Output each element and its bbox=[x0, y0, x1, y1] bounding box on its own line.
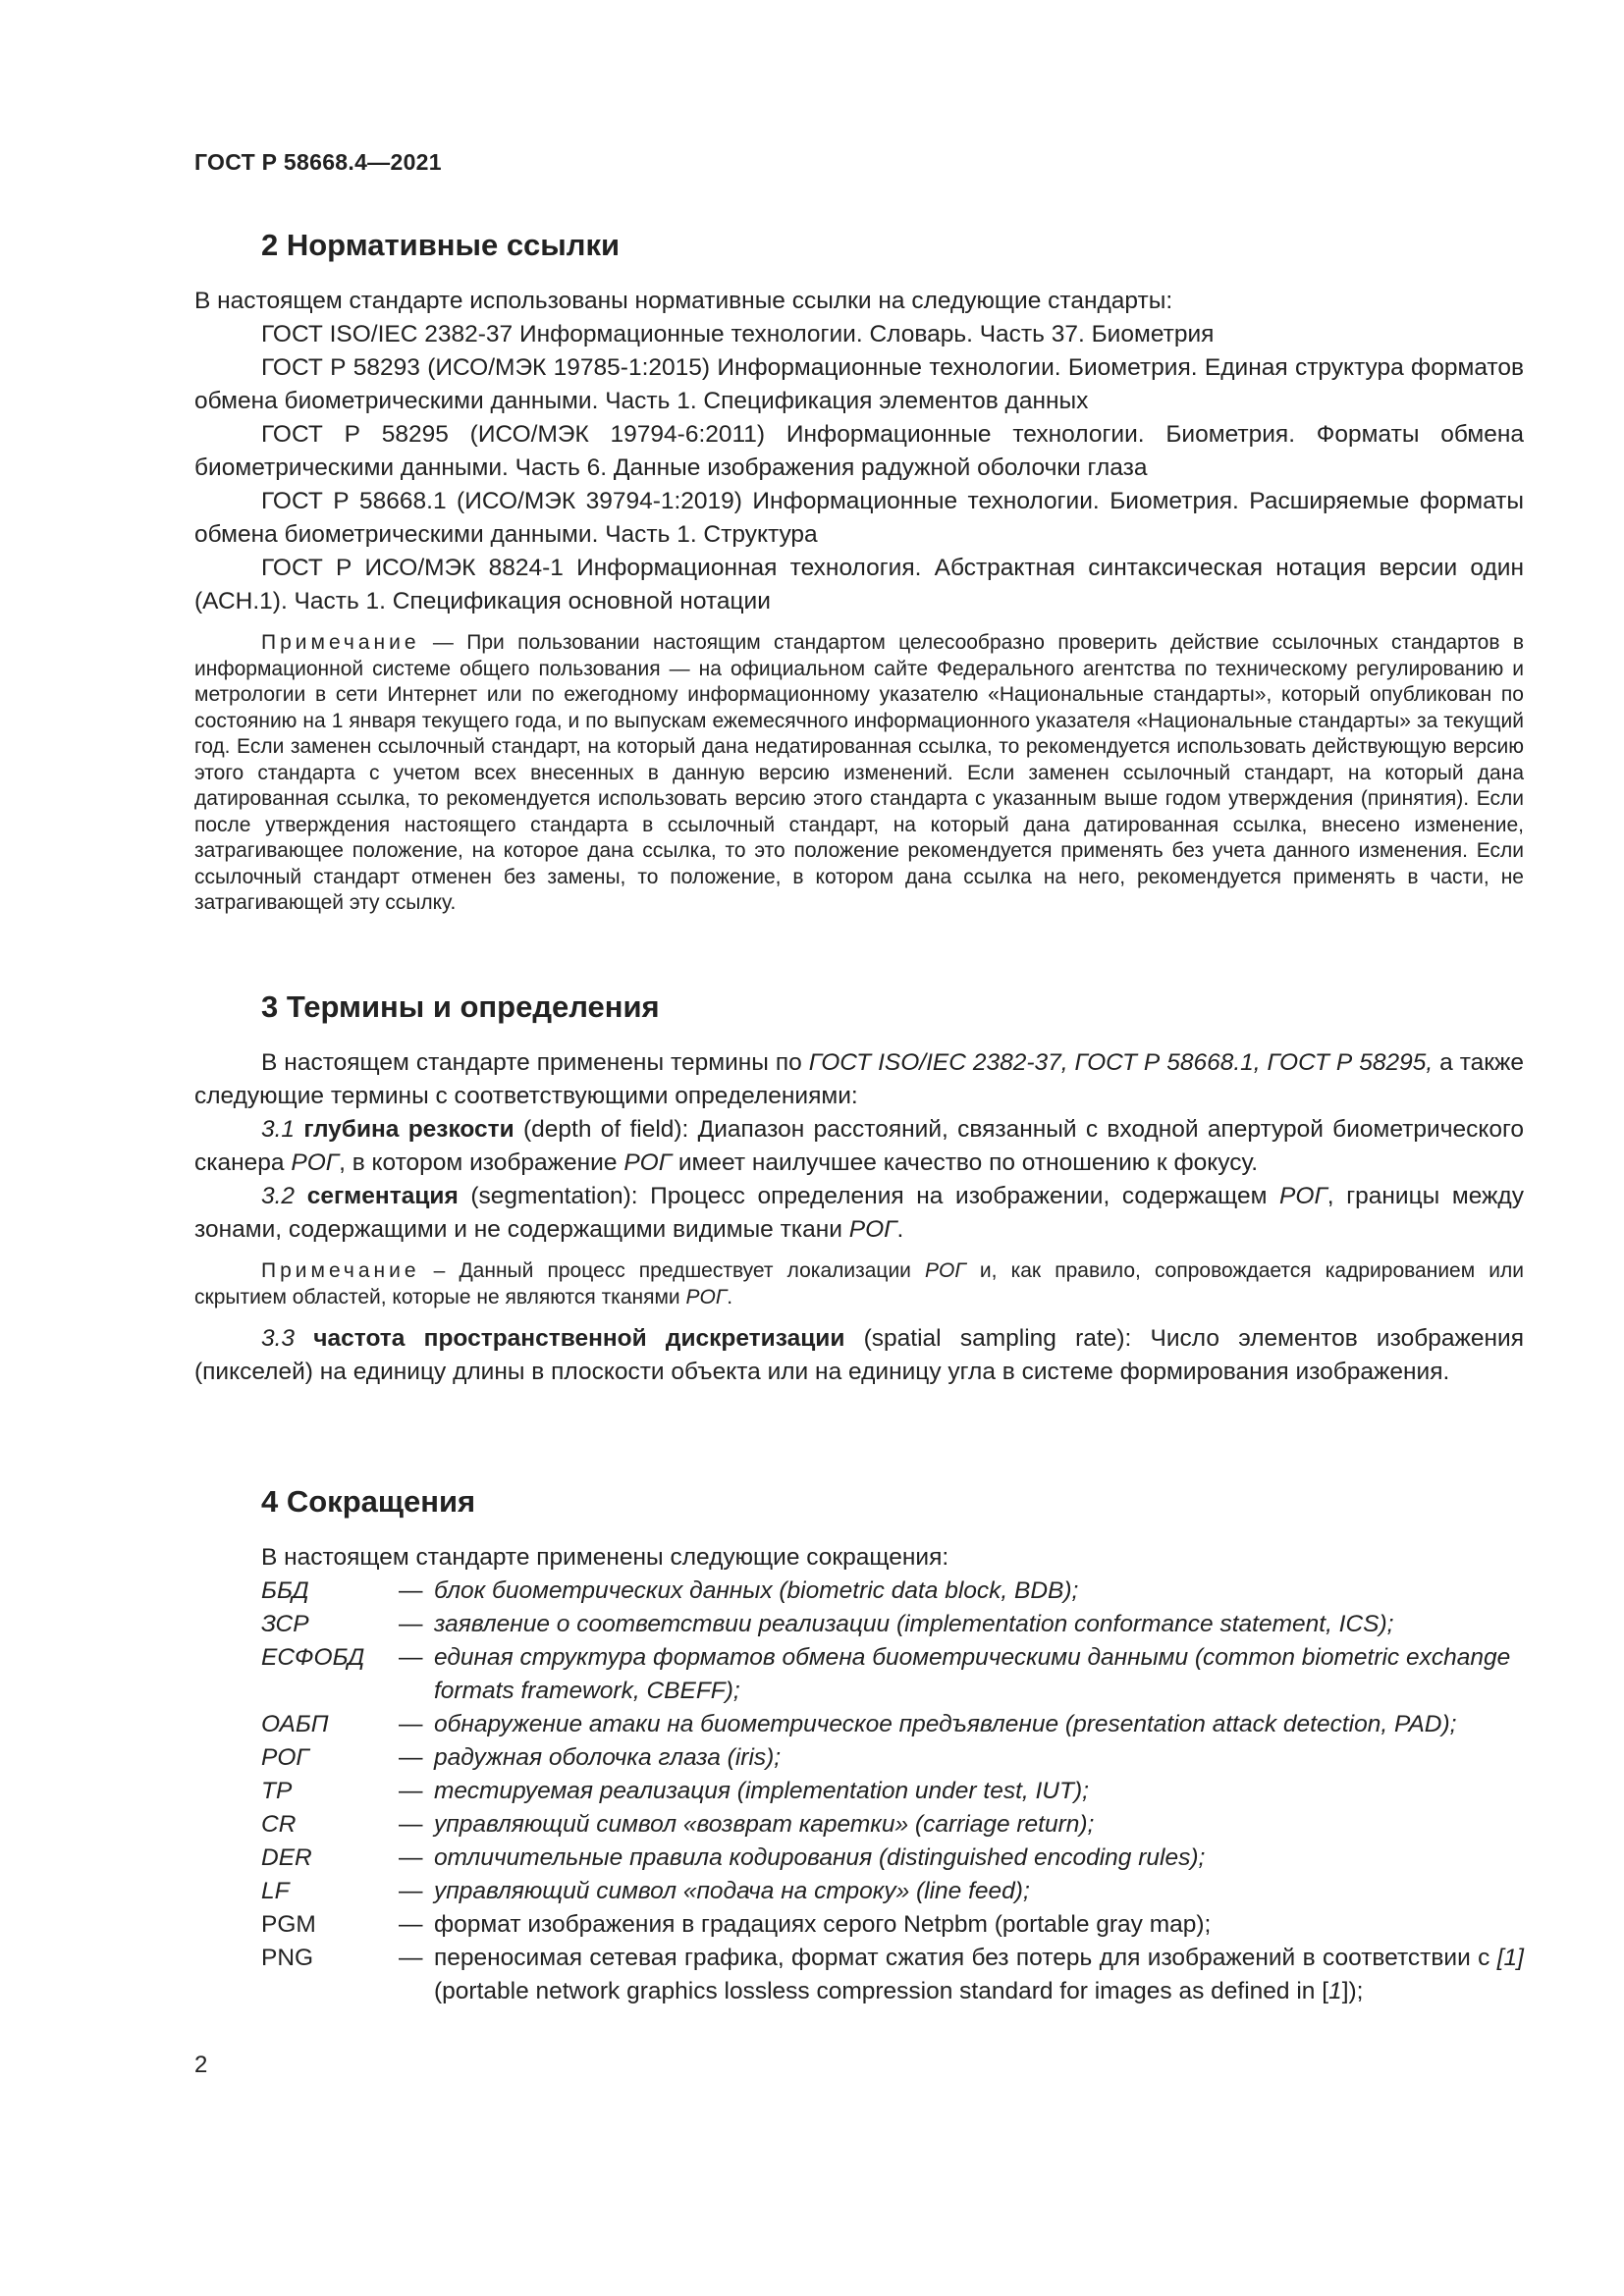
abbreviation-row bbox=[261, 1741, 1524, 1775]
text: переносимая сетевая графика, формат сжатия без потерь для изображений в соответствии с bbox=[434, 1945, 1497, 1971]
dash: — bbox=[399, 1911, 423, 1938]
text: (spatial sampling rate): Число элементов изображения (пикселей) на единицу длины в плоскости объекта или на единицу угла в системе формирования изображения. bbox=[194, 1325, 1524, 1385]
abbreviation: РОГ bbox=[685, 1285, 728, 1308]
text: (depth of field): Диапазон расстояний, связанный с входной апертурой биометрического сканера bbox=[194, 1116, 1524, 1176]
section-body bbox=[194, 1541, 1524, 2008]
abbreviation-row bbox=[261, 1708, 1524, 1741]
dash: — bbox=[399, 1744, 423, 1771]
text: В настоящем стандарте применены термины по bbox=[261, 1049, 809, 1076]
section-normative-references bbox=[194, 228, 1524, 917]
abbreviation-key: ББД bbox=[261, 1577, 309, 1604]
note-text: — При пользовании настоящим стандартом целесообразно проверить действие ссылочных стандартов в информационной системе общего пользования — на официальном сайте Федерального агентства по техническому регулированию и метрологии в сети Интернет или по ежегодному информационному указателю «Национальные стандарты», который опубликован по состоянию на 1 января текущего года, и по выпускам ежемесячного информационного указателя «Национальные стандарты» за текущий год. Если заменен ссылочный стандарт, на который дана недатированная ссылка, то рекомендуется использовать действующую версию этого стандарта с учетом всех внесенных в данную версию изменений. Если заменен ссылочный стандарт, на который дана датированная ссылка, то рекомендуется использовать версию этого стандарта с указанным выше годом утверждения (принятия). Если после утверждения настоящего стандарта в ссылочный стандарт, на который дана датированная ссылка, внесено изменение, затрагивающее положение, на которое дана ссылка, то это положение рекомендуется применять без учета данного изменения. Если ссылочный стандарт отменен без замены, то положение, в котором дана ссылка на него, рекомендуется применять в части, не затрагивающей эту ссылку. bbox=[194, 631, 1524, 914]
dash: — bbox=[399, 1811, 423, 1838]
abbreviation-row bbox=[261, 1608, 1524, 1641]
abbreviation-key: ЗСР bbox=[261, 1611, 309, 1637]
abbreviation-key: ТР bbox=[261, 1778, 293, 1804]
reference-item: ГОСТ ISO/IEC 2382-37 Информационные технологии. Словарь. Часть 37. Биометрия bbox=[261, 321, 1215, 347]
abbreviation: РОГ bbox=[291, 1149, 340, 1176]
abbreviation-key: DER bbox=[261, 1844, 312, 1871]
text: и, как правило, сопровождается кадрированием или скрытием областей, которые не являются тканями bbox=[194, 1259, 1524, 1308]
reference-list: ГОСТ ISO/IEC 2382-37, ГОСТ Р 58668.1, ГОСТ Р 58295, bbox=[808, 1049, 1434, 1076]
term-name: глубина резкости bbox=[303, 1116, 514, 1143]
reference-item: ГОСТ Р 58668.1 (ИСО/МЭК 39794-1:2019) Информационные технологии. Биометрия. Расширяемые форматы обмена биометрическими данными. Часть 1. Структура bbox=[194, 488, 1524, 548]
section-terms bbox=[194, 989, 1524, 1389]
dash: — bbox=[399, 1778, 423, 1804]
abbreviation-row bbox=[261, 1808, 1524, 1842]
note-label: Примечание bbox=[261, 1259, 420, 1282]
reference-item: ГОСТ Р 58295 (ИСО/МЭК 19794-6:2011) Информационные технологии. Биометрия. Форматы обмена биометрическими данными. Часть 6. Данные изображения радужной оболочки глаза bbox=[194, 421, 1524, 481]
paragraph bbox=[194, 1046, 1524, 1113]
text: имеет наилучшее качество по отношению к фокусу. bbox=[672, 1149, 1259, 1176]
abbreviation: РОГ bbox=[925, 1259, 966, 1282]
bibliography-ref: 1 bbox=[1328, 1978, 1342, 2004]
abbreviation-value: заявление о соответствии реализации (implementation conformance statement, ICS); bbox=[434, 1611, 1394, 1637]
dash: — bbox=[399, 1878, 423, 1904]
term-definition bbox=[194, 1322, 1524, 1389]
document-header: ГОСТ Р 58668.4—2021 bbox=[194, 149, 442, 175]
abbreviation-value: управляющий символ «возврат каретки» (carriage return); bbox=[434, 1811, 1095, 1838]
text: , границы между зонами, содержащими и не содержащими видимые ткани bbox=[194, 1183, 1524, 1243]
paragraph: В настоящем стандарте использованы нормативные ссылки на следующие стандарты: bbox=[194, 288, 1173, 314]
abbreviation-key: РОГ bbox=[261, 1744, 309, 1771]
abbreviation-row bbox=[261, 1942, 1524, 2008]
term-number: 3.3 bbox=[261, 1325, 296, 1352]
abbreviation: РОГ bbox=[848, 1216, 897, 1243]
section-abbreviations bbox=[194, 1484, 1524, 2008]
dash: — bbox=[399, 1577, 423, 1604]
section-heading: 2 Нормативные ссылки bbox=[261, 228, 621, 262]
abbreviation-value: радужная оболочка глаза (iris); bbox=[434, 1744, 782, 1771]
section-heading: 3 Термины и определения bbox=[261, 989, 660, 1024]
term-number: 3.1 bbox=[261, 1116, 296, 1143]
abbreviation-key: ОАБП bbox=[261, 1711, 329, 1737]
abbreviation-key: PNG bbox=[261, 1945, 314, 1971]
abbreviation-key: PGM bbox=[261, 1911, 316, 1938]
abbreviation-value: отличительные правила кодирования (distinguished encoding rules); bbox=[434, 1844, 1206, 1871]
term-name: частота пространственной дискретизации bbox=[313, 1325, 845, 1352]
page-number: 2 bbox=[194, 2052, 208, 2078]
abbreviation-row bbox=[261, 1775, 1524, 1808]
reference-item: ГОСТ Р 58293 (ИСО/МЭК 19785-1:2015) Информационные технологии. Биометрия. Единая структура форматов обмена биометрическими данными. Часть 1. Спецификация элементов данных bbox=[194, 354, 1524, 414]
text: (segmentation): Процесс определения на изображении, содержащем bbox=[458, 1183, 1280, 1209]
text: (portable network graphics lossless compression standard for images as defined in [ bbox=[434, 1978, 1329, 2004]
abbreviation-value: обнаружение атаки на биометрическое предъявление (presentation attack detection, PAD); bbox=[434, 1711, 1457, 1737]
abbreviation-row bbox=[261, 1908, 1524, 1942]
abbreviation-value: единая структура форматов обмена биометрическими данными (common biometric exchange formats framework, CBEFF); bbox=[434, 1644, 1511, 1704]
reference-item: ГОСТ Р ИСО/МЭК 8824-1 Информационная технология. Абстрактная синтаксическая нотация версии один (АСН.1). Часть 1. Спецификация основной нотации bbox=[194, 555, 1524, 614]
dash: — bbox=[399, 1644, 423, 1671]
text: , в котором изображение bbox=[339, 1149, 624, 1176]
abbreviation-key: CR bbox=[261, 1811, 297, 1838]
term-definition bbox=[194, 1180, 1524, 1247]
text: ]); bbox=[1341, 1978, 1364, 2004]
abbreviation-key: ЕСФОБД bbox=[261, 1644, 365, 1671]
note bbox=[194, 1258, 1524, 1310]
dash: — bbox=[399, 1844, 423, 1871]
note-label: Примечание bbox=[261, 631, 420, 654]
section-body bbox=[194, 1322, 1524, 1389]
abbreviation-row bbox=[261, 1842, 1524, 1875]
abbreviation-value: тестируемая реализация (implementation under test, IUT); bbox=[434, 1778, 1089, 1804]
dash: — bbox=[399, 1711, 423, 1737]
abbreviation-row bbox=[261, 1575, 1524, 1608]
note bbox=[194, 630, 1524, 917]
section-heading: 4 Сокращения bbox=[261, 1484, 476, 1519]
text: . bbox=[727, 1285, 733, 1308]
dash: — bbox=[399, 1945, 423, 1971]
abbreviation-list bbox=[261, 1575, 1524, 2008]
term-number: 3.2 bbox=[261, 1183, 296, 1209]
abbreviation-value: блок биометрических данных (biometric data block, BDB); bbox=[434, 1577, 1079, 1604]
text: а также следующие термины с соответствующими определениями: bbox=[194, 1049, 1524, 1109]
section-body bbox=[194, 285, 1524, 618]
abbreviation-key: LF bbox=[261, 1878, 290, 1904]
abbreviation-value bbox=[434, 1942, 1524, 2008]
section-body bbox=[194, 1046, 1524, 1247]
text: . bbox=[896, 1216, 904, 1243]
abbreviation-value: формат изображения в градациях серого Netpbm (portable gray map); bbox=[434, 1911, 1212, 1938]
bibliography-ref: [1] bbox=[1496, 1945, 1524, 1971]
term-name: сегментация bbox=[306, 1183, 459, 1209]
term-definition bbox=[194, 1113, 1524, 1180]
dash: — bbox=[399, 1611, 423, 1637]
paragraph: В настоящем стандарте применены следующие сокращения: bbox=[261, 1544, 949, 1571]
abbreviation-row bbox=[261, 1641, 1524, 1708]
abbreviation-value: управляющий символ «подача на строку» (line feed); bbox=[434, 1878, 1030, 1904]
abbreviation: РОГ bbox=[1279, 1183, 1327, 1209]
abbreviation: РОГ bbox=[623, 1149, 673, 1176]
text: – Данный процесс предшествует локализации bbox=[419, 1259, 926, 1282]
abbreviation-row bbox=[261, 1875, 1524, 1908]
